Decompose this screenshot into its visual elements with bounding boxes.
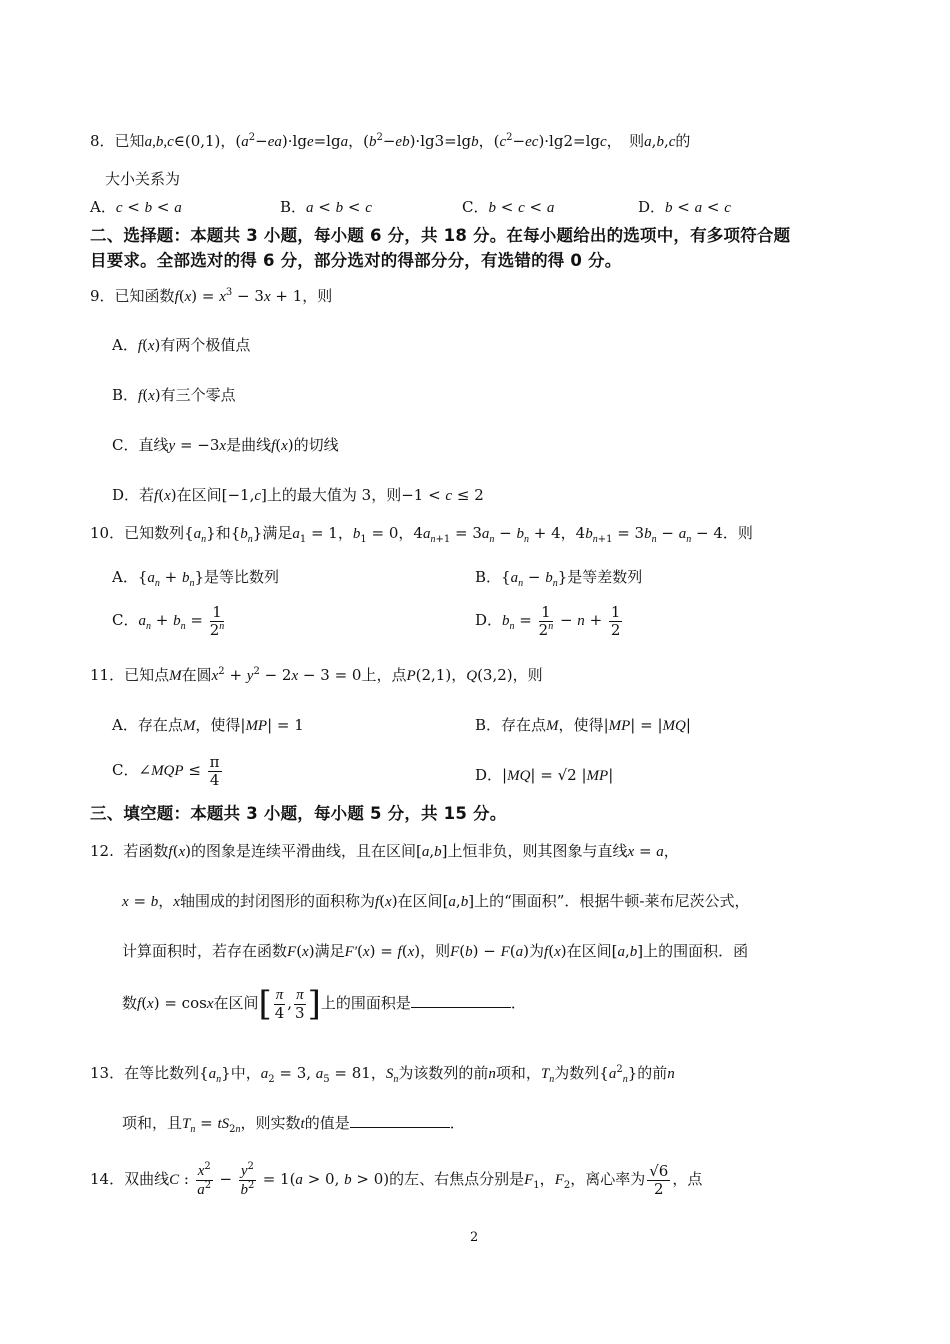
q9-option-d: D．若f(x)在区间[−1,c]上的最大值为 3，则−1 < c ≤ 2 <box>112 486 484 504</box>
q8-option-b: B．a < b < c <box>280 198 372 216</box>
q12-line4: 数f(x) = cosx在区间[ $\frac{\pi}{4}$ , $\frac{\pi}{3}$ ]上的围面积是 ． <box>122 984 526 1024</box>
q12-line1: 12. 若函数f(x)的图象是连续平滑曲线，且在区间[a,b]上恒非负，则其图象与直线x = a， <box>90 842 679 860</box>
q12-line2: x = b，x轴围成的封闭图形的面积称为f(x)在区间[a,b]上的“围面积”．根据牛顿-莱布尼茨公式， <box>122 892 750 910</box>
q9-option-c: C．直线y = −3x是曲线f(x)的切线 <box>112 436 339 454</box>
page-number: 2 <box>470 1230 479 1245</box>
q10-option-b: B．$\{a_n - b_n\}$是等差数列 <box>475 568 643 589</box>
q9-stem: 9．已知函数$f(x) = x^3 - 3x + 1$，则 <box>90 287 333 305</box>
q11-option-d: D．|MQ| = √2 |MP| <box>475 766 614 784</box>
q8-option-a: A．c < b < a <box>90 198 182 216</box>
q9-option-b: B．f(x)有三个零点 <box>112 386 236 404</box>
q8-option-c: C．b < c < a <box>462 198 555 216</box>
q13-line2: 项和，且$T_n = tS_{2n}$，则实数t的值是 ． <box>122 1114 465 1135</box>
q11-stem: 11．已知点M在圆$x^2 + y^2 - 2x - 3 = 0$上，点P(2,1)，Q(3,2)，则 <box>90 666 543 684</box>
q10-stem: 10．已知数列$\{a_n\}$和$\{b_n\}$满足$a_1 = 1$，$b_1 = 0$，$4a_{n+1} = 3a_n - b_n + 4$，$4b_{n+1} = 3b_n - a_n - 4$．则 <box>90 524 753 545</box>
section3-heading: 三、填空题：本题共 3 小题，每小题 5 分，共 15 分。 <box>90 804 507 823</box>
q13-line1: 13．在等比数列$\{a_n\}$中，$a_2 = 3$, $a_5 = 81$，$S_n$为该数列的前n项和，$T_n$为数列$\{a^2_n\}$的前n <box>90 1064 675 1085</box>
q8-line2: 大小关系为 <box>105 170 181 188</box>
math: a <box>144 134 153 150</box>
q11-option-b: B．存在点M，使得|MP| = |MQ| <box>475 716 691 734</box>
q8-option-d: D．b < a < c <box>638 198 731 216</box>
answer-blank <box>411 1007 511 1008</box>
q11-option-c: C．∠MQP ≤ $\frac{\pi}{4}$ <box>112 753 220 789</box>
section2-heading-line1: 二、选择题：本题共 3 小题，每小题 6 分，共 18 分。在每小题给出的选项中，有多项符合题 <box>90 226 791 245</box>
section2-heading-line2: 目要求。全部选对的得 6 分，部分选对的得部分分，有选错的得 0 分。 <box>90 251 622 270</box>
q10-option-c: C．$a_n + b_n$ = $\frac{1}{2^n}$ <box>112 603 225 639</box>
q11-option-a: A．存在点M，使得|MP| = 1 <box>112 716 304 734</box>
q10-option-d: D．$b_n$ = $\frac{1}{2^n}$ − n + $\frac{1}{2}$ <box>475 603 621 639</box>
answer-blank <box>350 1127 450 1128</box>
q10-option-a: A．$\{a_n + b_n\}$是等比数列 <box>112 568 280 589</box>
q8-line1: 8．已知a,b,c∈(0,1)，$(a^2-ea)\cdot\lg e=\lg a$，$(b^2-eb)\cdot\lg 3=\lg b$，$(c^2-ec)\cdot\lg 2=\lg c$， 则a,b,c的 <box>90 132 691 150</box>
q9-option-a: A．f(x)有两个极值点 <box>112 336 251 354</box>
q8-number: 8． <box>90 132 115 150</box>
q14-stem: 14．双曲线C : $\frac{x^2}{a^2}$ − $\frac{y^2}{b^2}$ = 1(a > 0, b > 0)的左、右焦点分别是$F_1$，$F_2$，离心率为 $\frac{√6}{2}$ ，点 <box>90 1161 703 1198</box>
q12-line3: 计算面积时，若存在函数F(x)满足F′(x) = f(x)，则F(b) − F(a)为f(x)在区间[a,b]上的围面积．函 <box>122 942 749 960</box>
